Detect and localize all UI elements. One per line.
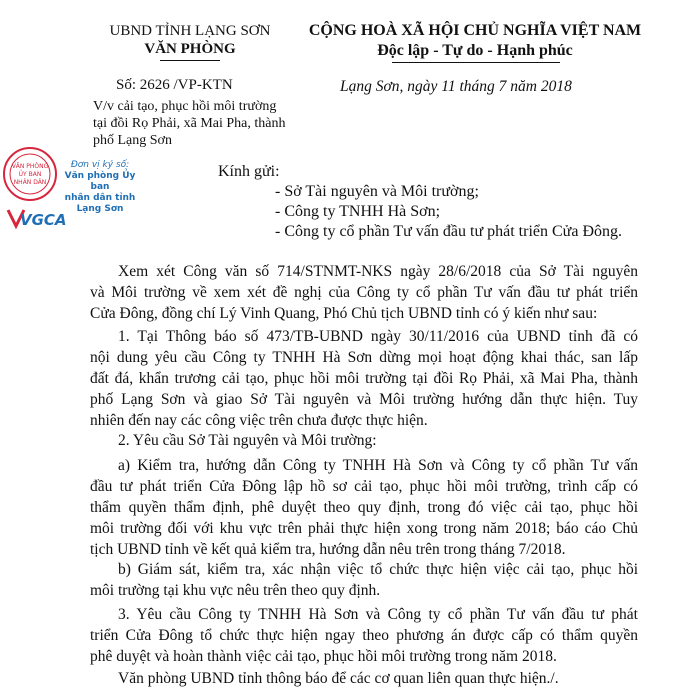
recipient-item: - Công ty TNHH Hà Sơn; bbox=[275, 203, 441, 220]
red-stamp bbox=[2, 146, 58, 202]
org-underline bbox=[160, 60, 220, 61]
text-line: đất đá, khẩn trương cải tạo, phục hồi môi trường tại đồi Rọ Phải, xã Mai Pha, thành bbox=[90, 370, 638, 387]
org-parent: UBND TỈNH LẠNG SƠN bbox=[109, 23, 271, 39]
national-title: CỘNG HOÀ XÃ HỘI CHỦ NGHĨA VIỆT NAM bbox=[308, 22, 642, 39]
closing-paragraph bbox=[90, 668, 638, 689]
text-line: thẩm quyền thẩm định, phê duyệt theo quy định, trong đó việc cải tạo, phục hồi bbox=[90, 499, 638, 516]
recipient-item: - Công ty cổ phần Tư vấn đầu tư phát triển Cửa Đông. bbox=[275, 223, 622, 240]
paragraph-2a bbox=[90, 455, 638, 560]
text-line: a) Kiểm tra, hướng dẫn Công ty TNHH Hà Sơn và Công ty cổ phần Tư vấn bbox=[118, 457, 638, 474]
recipient-list bbox=[275, 182, 675, 242]
recipient-item: - Sở Tài nguyên và Môi trường; bbox=[275, 183, 479, 200]
text-line: 3. Yêu cầu Công ty TNHH Hà Sơn và Công ty cổ phần Tư vấn đầu tư phát bbox=[118, 606, 638, 623]
logo-text: VGCA bbox=[20, 211, 66, 229]
vgca-logo bbox=[6, 206, 66, 230]
paragraph-1 bbox=[90, 326, 638, 431]
vgca-logo-icon bbox=[6, 206, 66, 230]
digital-signature-info bbox=[55, 160, 145, 215]
stamp-seal-icon bbox=[2, 146, 58, 202]
text-line: Văn phòng UBND tỉnh thông báo để các cơ quan liên quan thực hiện./. bbox=[118, 670, 559, 687]
text-line: b) Giám sát, kiểm tra, xác nhận việc tổ chức thực hiện việc cải tạo, phục hồi bbox=[118, 561, 638, 578]
text-line: triển Cửa Đông tổ chức thực hiện ngay theo phương án được cấp có thẩm quyền bbox=[90, 627, 638, 644]
document-subject bbox=[93, 98, 303, 149]
subject-line: phố Lạng Sơn bbox=[93, 133, 172, 148]
signer-line: Văn phòng Ủy ban bbox=[64, 171, 136, 192]
stamp-text-top: VĂN PHÒNG bbox=[11, 163, 49, 170]
issuing-organization bbox=[90, 22, 290, 58]
document-number: Số: 2626 /VP-KTN bbox=[116, 77, 233, 93]
signer-line: Lạng Sơn bbox=[76, 204, 124, 214]
motto-underline bbox=[392, 62, 560, 63]
text-line: Xem xét Công văn số 714/STNMT-NKS ngày 28/6/2018 của Sở Tài nguyên bbox=[118, 263, 638, 280]
place-and-date: Lạng Sơn, ngày 11 tháng 7 năm 2018 bbox=[340, 78, 572, 95]
subject-line: V/v cải tạo, phục hồi môi trường bbox=[93, 99, 277, 114]
text-line: phố Lạng Sơn và giao Sở Tài nguyên và Môi trường hướng dẫn thực hiện. Tuy bbox=[90, 391, 638, 408]
text-line: nội dung yêu cầu Công ty TNHH Hà Sơn dừng mọi hoạt động khai thác, san lấp bbox=[90, 349, 638, 366]
text-line: và Môi trường về xem xét đề nghị của Công ty cổ phần Tư vấn đầu tư phát triển bbox=[90, 284, 638, 301]
paragraph-2 bbox=[90, 430, 638, 451]
subject-line: tại đồi Rọ Phải, xã Mai Pha, thành bbox=[93, 116, 286, 131]
national-motto: Độc lập - Tự do - Hạnh phúc bbox=[377, 42, 573, 59]
paragraph-3 bbox=[90, 604, 638, 667]
text-line: phê duyệt và hoàn thành việc cải tạo, phục hồi môi trường trong năm 2018. bbox=[90, 648, 557, 665]
text-line: 1. Tại Thông báo số 473/TB-UBND ngày 30/11/2016 của UBND tỉnh đã có bbox=[118, 328, 638, 345]
stamp-text-mid: ỦY BAN bbox=[18, 171, 42, 178]
text-line: môi trường đối với khu vực trên phải thực hiện xong trong năm 2018; báo cáo Chủ bbox=[90, 520, 638, 537]
org-name: VĂN PHÒNG bbox=[144, 41, 236, 57]
text-line: Cửa Đông, đồng chí Lý Vinh Quang, Phó Chủ tịch UBND tỉnh có ý kiến như sau: bbox=[90, 305, 598, 322]
text-line: 2. Yêu cầu Sở Tài nguyên và Môi trường: bbox=[118, 432, 377, 449]
text-line: môi trường tại khu vực nêu trên theo quy định. bbox=[90, 582, 381, 599]
paragraph-intro bbox=[90, 261, 638, 324]
text-line: nhiên đến nay các công việc trên chưa được thực hiện. bbox=[90, 412, 428, 429]
paragraph-2b bbox=[90, 559, 638, 601]
text-line: đầu tư phát triển Cửa Đông lập hồ sơ cải tạo, phục hồi môi trường, trình cấp có bbox=[90, 478, 638, 495]
signer-line: nhân dân tỉnh bbox=[64, 193, 136, 203]
text-line: tịch UBND tỉnh về kết quả kiểm tra, hướng dẫn nêu trên trong tháng 7/2018. bbox=[90, 541, 566, 558]
greeting: Kính gửi: bbox=[218, 163, 280, 180]
signer-label: Đơn vị ký số: bbox=[70, 160, 130, 170]
stamp-text-bot: NHÂN DÂN bbox=[13, 179, 47, 186]
